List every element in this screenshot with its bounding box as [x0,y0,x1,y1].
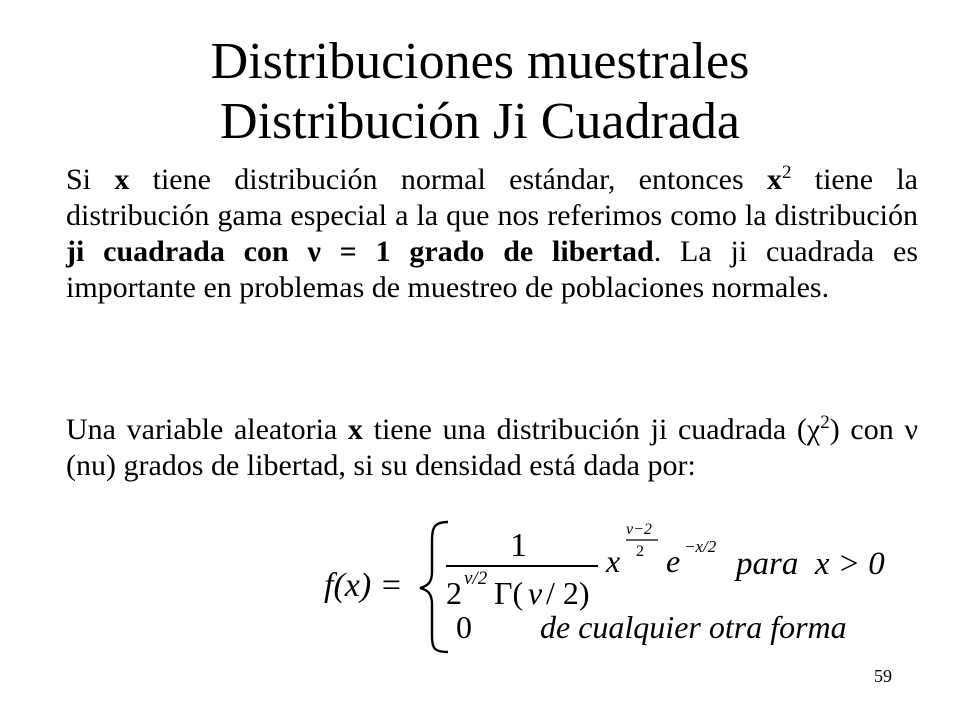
paragraph-2 [66,412,918,484]
formula-numerator: 1 [510,527,527,564]
p1-text-3: tiene la distribución gama especial a la que nos referimos como la distribución [66,163,918,232]
formula-lhs: f(x) = [324,567,403,604]
p2-text-1: Una variable aleatoria [66,413,348,446]
formula-e-base: e [666,543,681,579]
formula-x-base: x [606,543,621,579]
p1-text-1: Si [66,163,115,196]
p1-bold-x: x [114,163,130,196]
title-line-2: Distribución Ji Cuadrada [220,93,740,150]
formula-condition-1: para x > 0 [736,546,885,582]
p2-bold-x: x [347,413,363,446]
p1-superscript: 2 [781,162,792,183]
formula-zero: 0 [456,609,472,645]
formula-e-exponent: −x/2 [684,537,717,556]
formula-brace [420,522,448,652]
svg-text:ν/2: ν/2 [464,568,488,589]
svg-text:ν: ν [528,575,543,611]
p1-bold-x2: x [766,163,782,196]
formula-x-exponent [626,521,658,560]
svg-text:2: 2 [636,543,644,560]
p1-text-4: . La ji cuadrada es importante en problemas de muestreo de poblaciones normales. [66,235,918,304]
paragraph-1 [66,162,918,306]
p2-superscript: 2 [820,412,830,433]
formula-denominator [446,568,590,611]
p2-text-2: tiene una distribución ji cuadrada (χ [362,413,821,446]
svg-text:/ 2): / 2) [546,575,590,611]
slide-title [0,32,960,152]
svg-text:2: 2 [446,575,462,611]
chi-square-density-formula [322,510,922,660]
svg-text:ν−2: ν−2 [626,521,652,538]
p1-bold-phrase: ji cuadrada con ν = 1 grado de libertad [66,235,654,268]
p1-text-2: tiene distribución normal estándar, entonces [129,163,767,196]
formula-condition-2: de cualquier otra forma [540,609,847,645]
svg-text:Γ(: Γ( [494,575,524,611]
title-line-1: Distribuciones muestrales [210,33,750,90]
page-number: 59 [874,666,892,686]
p2-text-3: ) con ν (nu) grados de libertad, si su densidad está dada por: [66,413,919,482]
